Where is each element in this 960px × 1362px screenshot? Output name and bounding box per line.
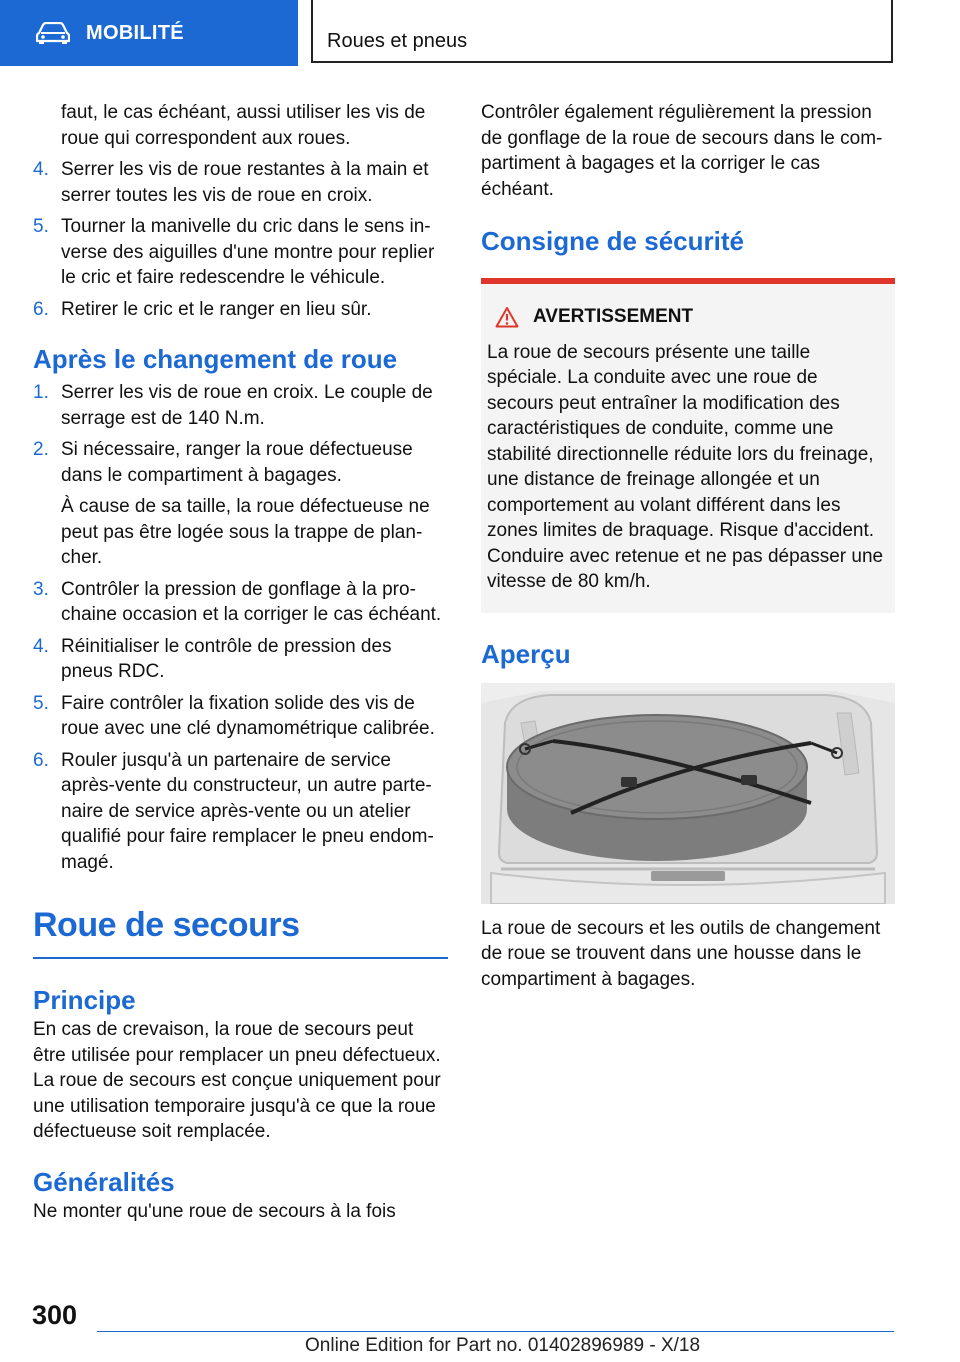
page-number: 300	[32, 1300, 78, 1330]
chapter-title: MOBILITÉ	[86, 21, 184, 44]
list-item	[33, 380, 448, 431]
step-number: 4.	[33, 635, 49, 657]
step-number: 5.	[33, 692, 49, 714]
steps-list-b	[33, 380, 448, 875]
step-text: Si nécessaire, ranger la roue défectueuse dans le compartiment à bagages.	[61, 439, 413, 486]
footer-rule	[97, 1331, 894, 1332]
heading-apercu: Aperçu	[481, 638, 571, 669]
warning-title: AVERTISSEMENT	[533, 306, 694, 327]
list-item	[33, 214, 448, 291]
list-item	[33, 157, 448, 208]
section-title: Roues et pneus	[327, 30, 468, 52]
list-item	[33, 634, 448, 685]
footer-edition: Online Edition for Part no. 01402896989 - X/18	[305, 1335, 701, 1356]
list-item	[33, 748, 448, 876]
principe-text: En cas de crevaison, la roue de secours peut être utilisée pour remplacer un pneu défectueux. La roue de secours est conçue uniquement pour une utilisation temporaire jusqu'à ce que la roue défectueuse soit remplacée.	[33, 1019, 441, 1142]
step-number: 3.	[33, 578, 49, 600]
continued-text: faut, le cas échéant, aussi utiliser les vis de roue qui correspondent aux roues.	[61, 102, 426, 149]
warning-triangle-icon	[495, 306, 519, 328]
trunk-illustration	[481, 683, 895, 904]
left-column	[33, 100, 448, 1230]
step-text: Retirer le cric et le ranger en lieu sûr.	[61, 298, 372, 320]
heading-roue-de-secours: Roue de secours	[33, 906, 300, 944]
section-tab[interactable]	[311, 0, 893, 63]
step-text: Rouler jusqu'à un partenaire de service après-vente du constructeur, un autre partenaire de service après-vente ou un atelier qualifié pour faire remplacer le pneu endommagé.	[61, 749, 434, 873]
generalites-text: Ne monter qu'une roue de secours à la fois	[33, 1200, 396, 1222]
heading-generalites: Généralités	[33, 1166, 175, 1197]
step-text: Tourner la manivelle du cric dans le sens inverse des aiguilles d'une montre pour replier le cric et faire redescendre le véhicule.	[61, 216, 435, 288]
intro-text: Contrôler également régulièrement la pression de gonflage de la roue de secours dans le compartiment à bagages et la corriger le cas échéant.	[481, 102, 883, 200]
step-text: Serrer les vis de roue restantes à la main et serrer toutes les vis de roue en croix.	[61, 159, 429, 206]
heading-rule	[33, 957, 448, 959]
list-item	[33, 437, 448, 571]
step-number: 2.	[33, 439, 49, 460]
image-caption: La roue de secours et les outils de changement de roue se trouvent dans une housse dans le compartiment à bagages.	[481, 917, 881, 990]
step-text: Serrer les vis de roue en croix. Le couple de serrage est de 140 N.m.	[61, 382, 433, 429]
step-text: Réinitialiser le contrôle de pression des pneus RDC.	[61, 635, 392, 682]
car-icon	[36, 22, 70, 44]
step-number: 6.	[33, 749, 49, 771]
step-number: 4.	[33, 159, 49, 180]
warning-text: La roue de secours présente une taille spéciale. La conduite avec une roue de secours peut entraîner la modification des caractéristiques de conduite, comme une stabilité directionnelle réduite lors du freinage, une distance de freinage allongée et un comportement au volant différent dans les zones limites de braquage. Risque d'accident. Conduire avec retenue et ne pas dépasser une vitesse de 80 km/h.	[487, 341, 884, 592]
list-item	[33, 691, 448, 742]
trunk-spare-wheel-image	[481, 683, 895, 904]
step-subtext: À cause de sa taille, la roue défectueuse ne peut pas être logée sous la trappe de plancher.	[61, 496, 430, 568]
step-number: 1.	[33, 382, 49, 403]
heading-apres: Après le changement de roue	[33, 344, 398, 374]
list-item	[33, 577, 448, 628]
steps-list-a	[33, 157, 448, 322]
step-number: 5.	[33, 216, 49, 237]
heading-consigne: Consigne de sécurité	[481, 226, 744, 256]
right-column	[481, 100, 895, 998]
warning-box	[481, 278, 895, 613]
warning-header	[487, 304, 887, 330]
step-text: Faire contrôler la fixation solide des vis de roue avec une clé dynamométrique calibrée.	[61, 692, 435, 739]
list-item	[33, 297, 448, 323]
chapter-tab[interactable]	[0, 0, 298, 66]
heading-principe: Principe	[33, 985, 136, 1015]
step-number: 6.	[33, 298, 49, 320]
step-text: Contrôler la pression de gonflage à la prochaine occasion et la corriger le cas échéant.	[61, 578, 442, 625]
